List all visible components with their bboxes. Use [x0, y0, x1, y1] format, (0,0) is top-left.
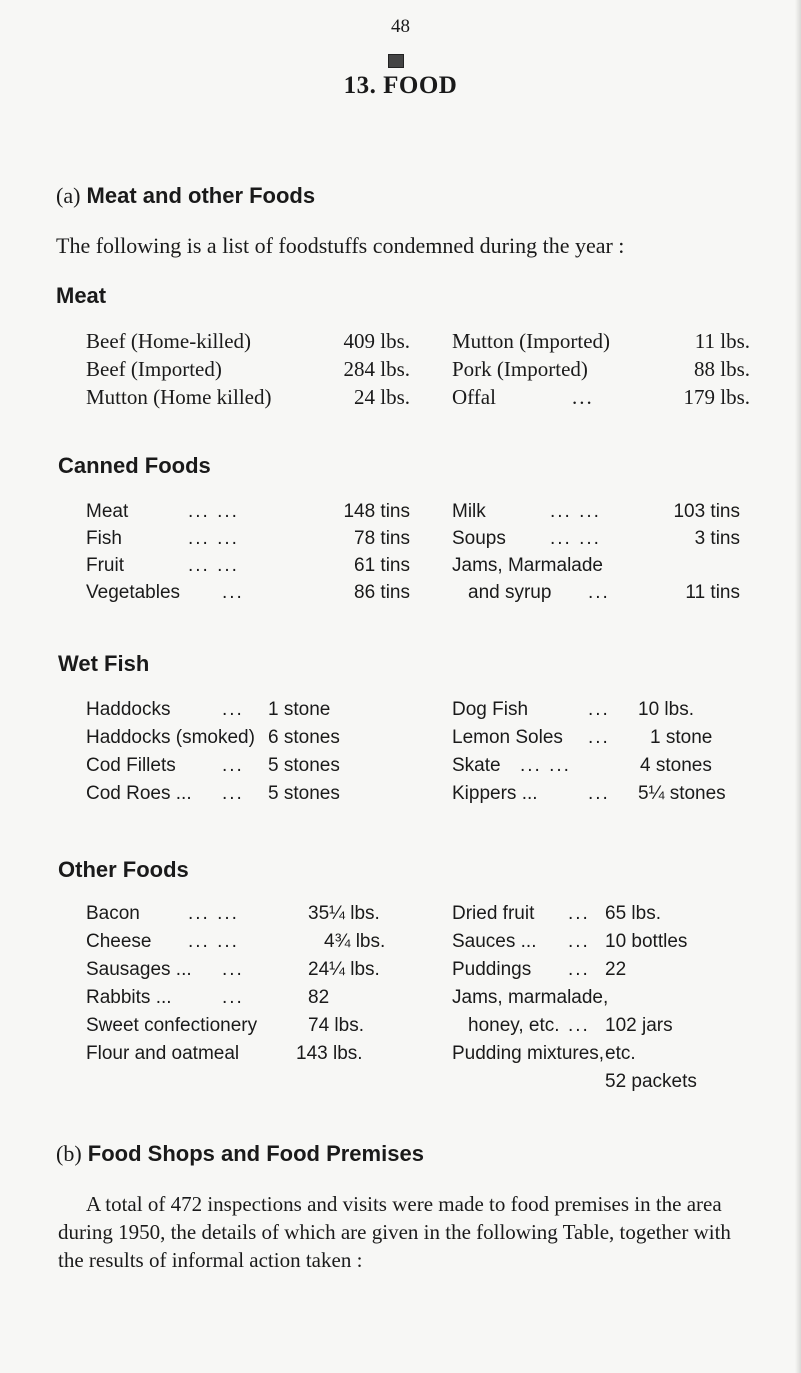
part-b-heading — [56, 1141, 424, 1167]
meat-row-1-left-item: Beef (Home-killed) — [86, 329, 252, 353]
other-row-1-right-item: Dried fruit — [452, 903, 535, 924]
fish-row-4-left-dots: ... — [222, 783, 244, 804]
canned-row-3-left-qty: 61 tins — [354, 555, 410, 576]
other-row-1-left-item: Bacon — [86, 903, 140, 924]
fish-row-2-right-qty: 1 stone — [650, 727, 713, 748]
fish-row-1-right-dots: ... — [588, 699, 610, 720]
canned-row-1-left-qty: 148 tins — [343, 501, 410, 522]
page-number: 48 — [391, 16, 410, 37]
other-row-1-left-qty: 35¼ lbs. — [308, 903, 380, 924]
canned-row-4-left-item: Vegetables — [86, 582, 181, 603]
other-row-5-right-qty: 102 jars — [605, 1015, 673, 1036]
other-row-7-right-qty: 52 packets — [605, 1071, 697, 1092]
fish-row-1-left-qty: 1 stone — [268, 699, 331, 720]
canned-row-1-left-item: Meat — [86, 501, 129, 522]
canned-row-2-right-dots: ... ... — [550, 528, 601, 549]
other-row-6-left-qty: 143 lbs. — [296, 1043, 363, 1064]
fish-row-2-right-item: Lemon Soles — [452, 727, 563, 748]
canned-row-3-right-item: Jams, Marmalade — [452, 555, 603, 576]
other-row-2-left-qty: 4¾ lbs. — [324, 931, 386, 952]
part-a-intro: The following is a list of foodstuffs condemned during the year : — [56, 233, 625, 258]
part-a-heading — [56, 183, 315, 209]
other-row-4-left-item: Rabbits ... — [86, 987, 172, 1008]
page-edge-shadow — [795, 0, 801, 1373]
canned-row-4-right-qty: 11 tins — [685, 582, 740, 603]
meat-row-2-left-qty: 284 lbs. — [343, 357, 410, 381]
part-b-paragraph: A total of 472 inspections and visits were made to food premises in the area during 1950, the details of which are given in the following Table, together with the results of informal action taken : — [58, 1192, 731, 1272]
fish-row-2-right-dots: ... — [588, 727, 610, 748]
meat-row-3-left-item: Mutton (Home killed) — [86, 385, 272, 409]
canned-row-4-right-dots: ... — [588, 582, 610, 603]
part-a-label: (a) — [56, 183, 81, 208]
meat-row-3-right-dots: ... — [572, 385, 594, 409]
section-title: 13. FOOD — [343, 72, 458, 99]
other-row-2-right-qty: 10 bottles — [605, 931, 688, 952]
fish-row-4-right-dots: ... — [588, 783, 610, 804]
fish-row-3-left-dots: ... — [222, 755, 244, 776]
fish-row-2-left-qty: 6 stones — [268, 727, 340, 748]
part-b-title: Food Shops and Food Premises — [87, 1141, 424, 1166]
other-row-1-left-dots: ... ... — [188, 903, 239, 924]
canned-row-3-left-dots: ... ... — [188, 555, 239, 576]
fish-row-1-left-dots: ... — [222, 699, 244, 720]
canned-row-1-left-dots: ... ... — [188, 501, 239, 522]
fish-row-3-left-item: Cod Fillets — [86, 755, 176, 776]
fish-row-3-right-item: Skate — [452, 755, 501, 776]
canned-row-1-right-qty: 103 tins — [673, 501, 740, 522]
fish-row-4-left-qty: 5 stones — [268, 783, 340, 804]
fish-row-2-left-item: Haddocks (smoked) — [86, 727, 255, 748]
meat-row-1-right-item: Mutton (Imported) — [452, 329, 611, 353]
other-row-3-right-qty: 22 — [605, 959, 627, 980]
fish-row-1-right-item: Dog Fish — [452, 699, 529, 720]
other-row-1-right-dots: ... — [568, 903, 590, 924]
other-foods-heading: Other Foods — [58, 857, 189, 882]
other-row-5-left-item: Sweet confectionery — [86, 1015, 258, 1036]
fish-row-1-right-qty: 10 lbs. — [638, 699, 694, 720]
other-row-3-left-item: Sausages ... — [86, 959, 192, 980]
other-row-3-left-qty: 24¼ lbs. — [308, 959, 380, 980]
canned-row-2-right-item: Soups — [452, 528, 506, 549]
canned-row-4-left-qty: 86 tins — [354, 582, 410, 603]
other-row-4-right-item: Jams, marmalade, — [452, 987, 609, 1008]
other-row-3-right-dots: ... — [568, 959, 590, 980]
canned-row-4-right-item: and syrup — [468, 582, 552, 603]
canned-row-2-right-qty: 3 tins — [694, 528, 740, 549]
fish-row-4-right-item: Kippers ... — [452, 783, 538, 804]
other-row-2-left-item: Cheese — [86, 931, 152, 952]
other-row-5-right-item: honey, etc. — [468, 1015, 560, 1036]
fish-row-3-left-qty: 5 stones — [268, 755, 340, 776]
wet-fish-heading: Wet Fish — [58, 651, 150, 676]
fish-row-1-left-item: Haddocks — [86, 699, 171, 720]
canned-row-1-right-item: Milk — [452, 501, 486, 522]
other-row-5-right-dots: ... — [568, 1015, 590, 1036]
part-a-title: Meat and other Foods — [86, 183, 316, 208]
fish-row-3-right-qty: 4 stones — [640, 755, 712, 776]
meat-row-3-right-qty: 179 lbs. — [683, 385, 750, 409]
fish-row-4-right-qty: 5¼ stones — [638, 783, 726, 804]
other-row-2-right-dots: ... — [568, 931, 590, 952]
canned-row-2-left-qty: 78 tins — [354, 528, 410, 549]
other-row-1-right-qty: 65 lbs. — [605, 903, 661, 924]
meat-row-1-right-qty: 11 lbs. — [694, 329, 750, 353]
canned-row-3-left-item: Fruit — [86, 555, 124, 576]
meat-heading: Meat — [56, 283, 107, 308]
canned-row-2-left-item: Fish — [86, 528, 122, 549]
fish-row-4-left-item: Cod Roes ... — [86, 783, 192, 804]
meat-row-3-right-item: Offal — [452, 385, 496, 409]
canned-row-4-left-dots: ... — [222, 582, 244, 603]
other-row-6-left-item: Flour and oatmeal — [86, 1043, 240, 1064]
other-row-6-right-item: Pudding mixtures, — [452, 1043, 605, 1064]
canned-row-2-left-dots: ... ... — [188, 528, 239, 549]
other-row-5-left-qty: 74 lbs. — [308, 1015, 364, 1036]
canned-heading: Canned Foods — [58, 453, 211, 478]
other-row-2-left-dots: ... ... — [188, 931, 239, 952]
other-row-4-left-qty: 82 — [308, 987, 330, 1008]
printer-emblem-icon — [388, 54, 404, 68]
other-row-4-left-dots: ... — [222, 987, 244, 1008]
meat-row-2-right-item: Pork (Imported) — [452, 357, 588, 381]
canned-row-1-right-dots: ... ... — [550, 501, 601, 522]
other-row-3-left-dots: ... — [222, 959, 244, 980]
fish-row-3-right-dots: ... ... — [520, 755, 571, 776]
other-row-2-right-item: Sauces ... — [452, 931, 537, 952]
meat-row-1-left-qty: 409 lbs. — [343, 329, 410, 353]
meat-row-3-left-qty: 24 lbs. — [353, 385, 410, 409]
meat-row-2-right-qty: 88 lbs. — [693, 357, 750, 381]
part-b-label: (b) — [56, 1141, 82, 1166]
other-row-3-right-item: Puddings — [452, 959, 532, 980]
other-row-6-right-qty: etc. — [605, 1043, 636, 1064]
meat-row-2-left-item: Beef (Imported) — [86, 357, 222, 381]
